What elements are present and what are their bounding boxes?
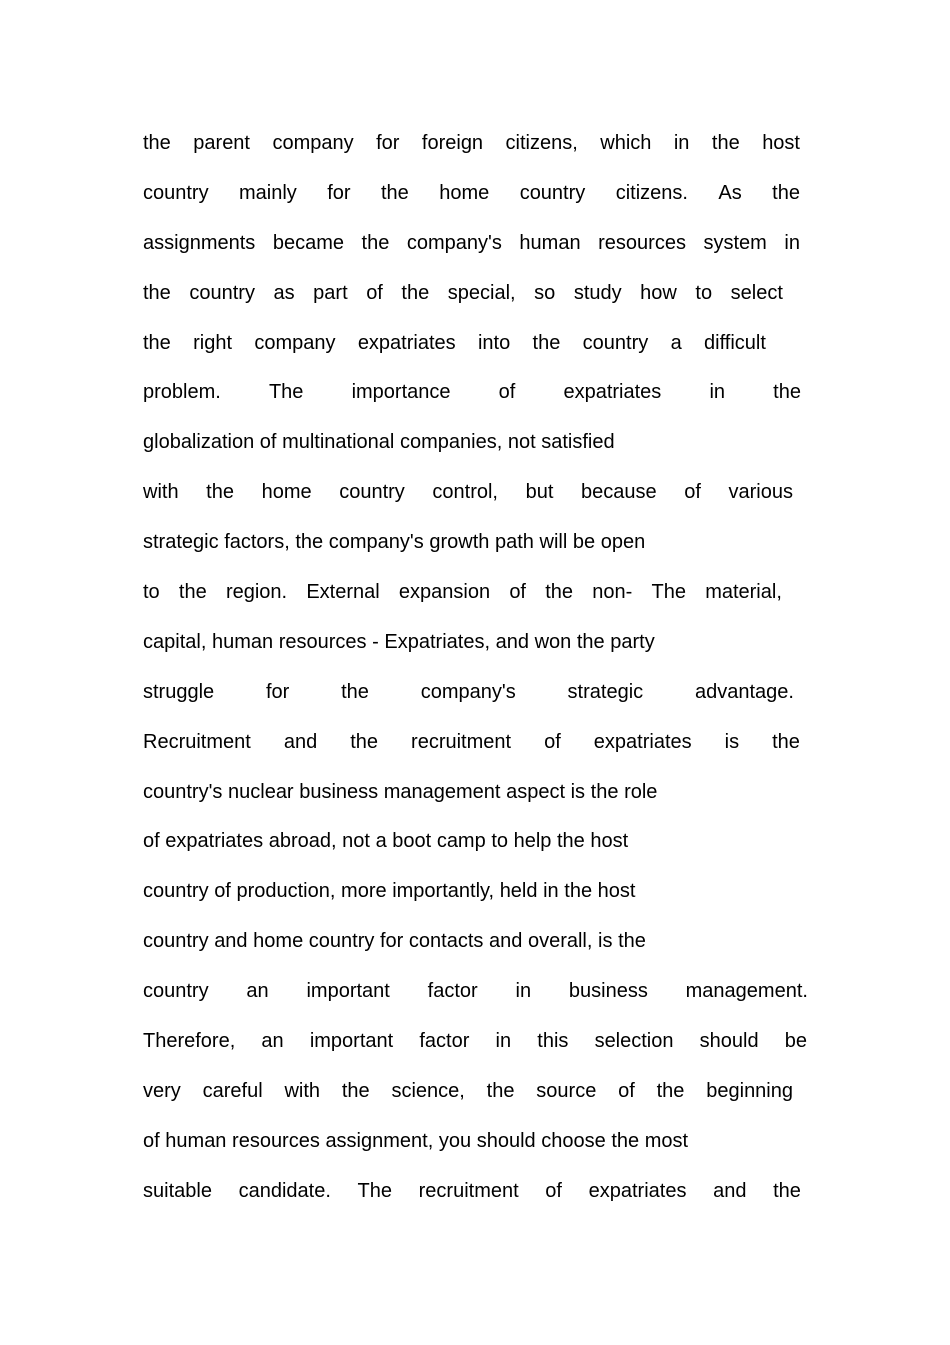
- word: and: [495, 630, 529, 653]
- word: company: [254, 331, 336, 354]
- word: of: [684, 481, 701, 504]
- word: careful: [202, 1079, 263, 1102]
- word: globalization: [143, 431, 255, 454]
- word: the: [618, 930, 646, 953]
- word: expatriates: [357, 331, 456, 354]
- word: human: [211, 630, 274, 653]
- word: home: [261, 481, 312, 504]
- word: but: [525, 481, 554, 504]
- word: which: [600, 132, 652, 154]
- word: country: [189, 281, 255, 304]
- word: Expatriates,: [384, 630, 490, 653]
- word: the: [143, 281, 171, 304]
- text-line: [143, 180, 800, 230]
- word: so: [534, 281, 556, 304]
- text-line: [143, 828, 811, 878]
- word: is: [598, 930, 613, 953]
- word: the: [341, 1079, 370, 1102]
- text-line: [143, 130, 800, 180]
- word: aspect: [506, 780, 566, 803]
- word: the: [711, 132, 740, 154]
- word: not: [507, 431, 536, 454]
- word: an: [246, 980, 269, 1003]
- word: and: [488, 930, 523, 953]
- text-line: [143, 1178, 801, 1228]
- word: in: [515, 980, 532, 1003]
- word: choose: [541, 1129, 606, 1152]
- word: country: [143, 880, 209, 903]
- word: expansion: [398, 581, 491, 604]
- word: country: [582, 331, 649, 354]
- word: the: [295, 531, 324, 554]
- word: the: [341, 680, 369, 703]
- word: path: [494, 531, 534, 554]
- word: of: [509, 581, 526, 604]
- word: select: [730, 281, 783, 304]
- word: most: [644, 1129, 689, 1152]
- word: and: [214, 930, 248, 953]
- text-line: [143, 230, 800, 280]
- word: various: [728, 481, 793, 504]
- word: overall,: [527, 930, 593, 953]
- word: home: [253, 930, 304, 953]
- word: expatriates: [165, 830, 264, 853]
- word: the: [206, 481, 234, 504]
- word: suitable: [143, 1179, 212, 1202]
- text-line: [143, 379, 801, 429]
- word: company's: [328, 531, 424, 554]
- word: this: [537, 1030, 569, 1053]
- text-line: [143, 878, 811, 928]
- text-line: [143, 479, 793, 529]
- word: is: [724, 730, 740, 753]
- word: abroad,: [268, 830, 337, 853]
- word: won: [534, 630, 572, 653]
- word: the: [772, 730, 800, 753]
- word: country: [143, 980, 209, 1003]
- word: The: [651, 581, 686, 604]
- word: beginning: [706, 1079, 793, 1102]
- word: expatriates: [593, 730, 692, 753]
- word: boot: [392, 830, 432, 853]
- word: for: [376, 132, 400, 154]
- word: of: [259, 431, 277, 454]
- word: the: [564, 880, 593, 903]
- word: control,: [432, 481, 498, 504]
- word: company: [272, 132, 354, 154]
- word: nuclear: [228, 780, 294, 803]
- word: with: [284, 1079, 321, 1102]
- word: in: [784, 231, 800, 254]
- word: should: [699, 1030, 759, 1053]
- word: of: [143, 830, 160, 853]
- word: the: [772, 181, 800, 204]
- word: expatriates: [563, 381, 662, 404]
- word: human: [165, 1129, 227, 1152]
- word: country: [519, 181, 586, 204]
- word: multinational: [282, 431, 395, 454]
- word: management: [383, 780, 501, 803]
- word: host: [590, 830, 629, 853]
- word: importantly,: [392, 880, 495, 903]
- word: became: [272, 231, 344, 254]
- word: production,: [236, 880, 336, 903]
- word: of: [143, 1129, 160, 1152]
- word: the: [361, 231, 390, 254]
- word: a: [375, 830, 387, 853]
- word: recruitment: [418, 1179, 519, 1202]
- word: non-: [592, 581, 633, 604]
- word: satisfied: [541, 431, 615, 454]
- word: selection: [594, 1030, 674, 1053]
- word: country: [308, 930, 375, 953]
- word: company's: [420, 680, 516, 703]
- word: the: [773, 381, 801, 404]
- text-line: [143, 928, 811, 978]
- word: the: [143, 132, 171, 154]
- word: strategic: [567, 680, 644, 703]
- word: assignment,: [325, 1129, 434, 1152]
- word: As: [718, 181, 742, 204]
- text-line: [143, 779, 811, 829]
- word: The: [357, 1179, 392, 1202]
- text-line: [143, 280, 783, 330]
- word: the: [381, 181, 409, 204]
- word: material,: [705, 581, 782, 604]
- word: will: [539, 531, 568, 554]
- text-line: [143, 1128, 811, 1178]
- word: and: [283, 730, 318, 753]
- word: as: [273, 281, 295, 304]
- word: an: [261, 1030, 284, 1053]
- word: strategic: [143, 531, 219, 554]
- word: Therefore,: [143, 1030, 236, 1053]
- text-line: [143, 330, 766, 380]
- word: into: [477, 331, 511, 354]
- word: to: [695, 281, 713, 304]
- word: of: [544, 730, 561, 753]
- text-line: [143, 679, 794, 729]
- word: citizens.: [615, 181, 688, 204]
- word: struggle: [143, 680, 215, 703]
- word: host: [597, 880, 636, 903]
- word: growth: [429, 531, 490, 554]
- word: importance: [351, 381, 451, 404]
- word: of: [214, 880, 231, 903]
- word: the: [350, 730, 379, 753]
- word: be: [784, 1030, 807, 1053]
- word: business: [299, 780, 379, 803]
- word: parent: [193, 132, 250, 154]
- word: region.: [225, 581, 288, 604]
- word: the: [486, 1079, 515, 1102]
- text-line: [143, 529, 811, 579]
- word: open: [600, 531, 646, 554]
- word: candidate.: [238, 1179, 331, 1202]
- word: you: [438, 1129, 472, 1152]
- word: problem.: [143, 381, 221, 404]
- word: Recruitment: [143, 730, 251, 753]
- word: country: [143, 930, 209, 953]
- word: difficult: [704, 331, 766, 354]
- word: mainly: [239, 181, 297, 204]
- text-line: [143, 978, 808, 1028]
- word: of: [366, 281, 383, 304]
- word: right: [193, 331, 233, 354]
- word: the: [532, 331, 561, 354]
- text-line: [143, 429, 811, 479]
- word: factor: [427, 980, 478, 1003]
- word: to: [143, 581, 160, 604]
- word: should: [476, 1129, 536, 1152]
- word: important: [306, 980, 390, 1003]
- word: business: [568, 980, 648, 1003]
- word: human: [519, 231, 581, 254]
- word: the: [656, 1079, 685, 1102]
- word: help: [513, 830, 552, 853]
- word: of: [498, 381, 516, 404]
- body-text: [143, 130, 811, 1228]
- word: country: [143, 181, 209, 204]
- word: the: [143, 331, 171, 354]
- word: citizens,: [505, 132, 578, 154]
- word: for: [379, 930, 404, 953]
- word: system: [703, 231, 767, 254]
- word: resources: [598, 231, 686, 254]
- word: capital,: [143, 630, 207, 653]
- word: the: [773, 1179, 801, 1202]
- word: resources: [232, 1129, 320, 1152]
- word: assignments: [143, 231, 256, 254]
- word: -: [372, 630, 379, 653]
- word: in: [673, 132, 690, 154]
- word: the: [178, 581, 207, 604]
- word: a: [670, 331, 682, 354]
- word: company's: [406, 231, 502, 254]
- word: important: [309, 1030, 394, 1053]
- word: in: [543, 880, 559, 903]
- word: special,: [447, 281, 516, 304]
- word: not: [342, 830, 370, 853]
- word: country's: [143, 780, 223, 803]
- word: very: [143, 1079, 181, 1102]
- word: the: [576, 630, 605, 653]
- word: expatriates: [588, 1179, 687, 1202]
- word: with: [143, 481, 179, 504]
- word: study: [573, 281, 622, 304]
- word: of: [618, 1079, 635, 1102]
- word: the: [401, 281, 430, 304]
- word: the: [611, 1129, 640, 1152]
- word: management.: [685, 980, 808, 1003]
- word: resources: [278, 630, 367, 653]
- word: in: [709, 381, 726, 404]
- word: factors,: [224, 531, 290, 554]
- word: how: [640, 281, 677, 304]
- text-line: [143, 579, 782, 629]
- text-line: [143, 629, 811, 679]
- word: the: [557, 830, 585, 853]
- word: in: [495, 1030, 512, 1053]
- word: be: [572, 531, 596, 554]
- word: home: [439, 181, 490, 204]
- text-line: [143, 1078, 793, 1128]
- word: External: [306, 581, 380, 604]
- word: foreign: [421, 132, 484, 154]
- word: the: [545, 581, 574, 604]
- word: part: [313, 281, 348, 304]
- text-line: [143, 729, 800, 779]
- word: is: [570, 780, 586, 803]
- word: host: [762, 132, 800, 154]
- word: the: [590, 780, 619, 803]
- word: advantage.: [694, 680, 794, 703]
- word: factor: [419, 1030, 470, 1053]
- word: to: [491, 830, 508, 853]
- word: role: [624, 780, 658, 803]
- word: science,: [391, 1079, 465, 1102]
- word: recruitment: [411, 730, 512, 753]
- word: party: [610, 630, 655, 653]
- word: and: [713, 1179, 747, 1202]
- text-line: [143, 1028, 807, 1078]
- word: more: [341, 880, 387, 903]
- word: companies,: [399, 431, 503, 454]
- word: for: [327, 181, 351, 204]
- word: contacts: [408, 930, 484, 953]
- word: held: [499, 880, 538, 903]
- word: source: [536, 1079, 597, 1102]
- word: of: [545, 1179, 562, 1202]
- word: because: [580, 481, 657, 504]
- word: for: [265, 680, 290, 703]
- word: country: [339, 481, 405, 504]
- word: camp: [436, 830, 486, 853]
- word: The: [268, 381, 304, 404]
